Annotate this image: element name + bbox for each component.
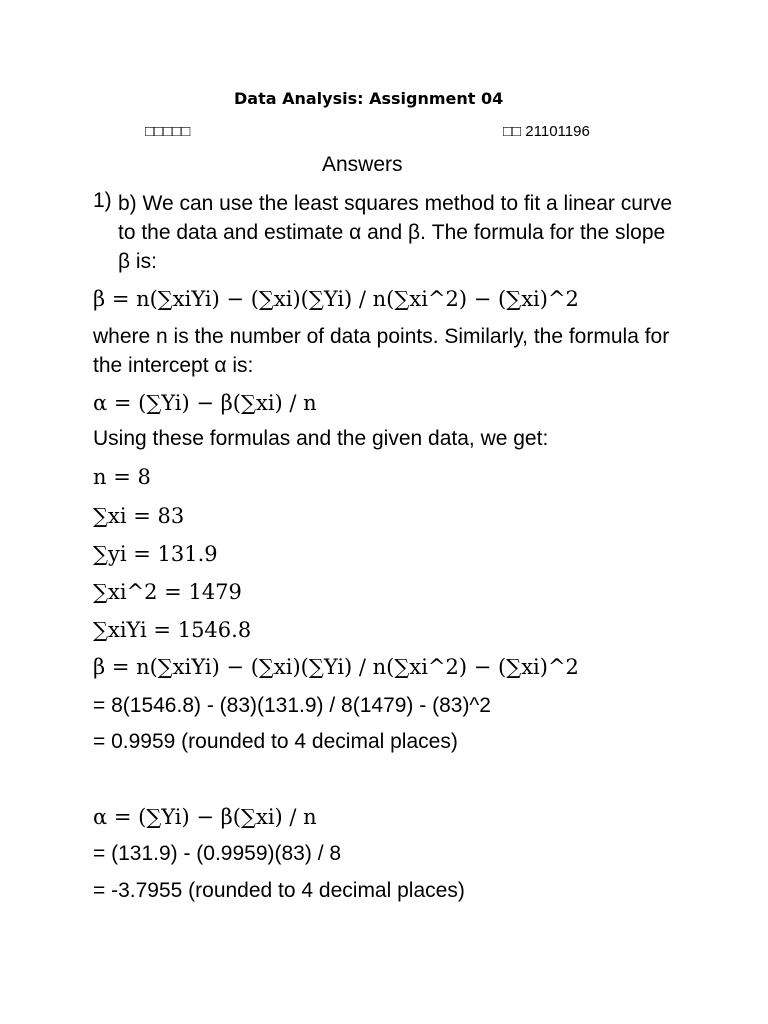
student-id: □□ 21101196 bbox=[503, 123, 590, 140]
slope-formula-repeat: β = n(∑xiYi) − (∑xi)(∑Yi) / n(∑xi^2) − (∑xi)^2 bbox=[93, 655, 579, 679]
author-name: □□□□□ bbox=[145, 123, 191, 140]
sum-x: ∑xi = 83 bbox=[93, 504, 185, 528]
question-number: 1) bbox=[93, 189, 112, 212]
n-value: n = 8 bbox=[93, 465, 151, 489]
intercept-formula-repeat: α = (∑Yi) − β(∑xi) / n bbox=[93, 805, 317, 829]
sum-y: ∑yi = 131.9 bbox=[93, 542, 218, 566]
sum-x-squared: ∑xi^2 = 1479 bbox=[93, 580, 242, 604]
slope-substituted: = 8(1546.8) - (83)(131.9) / 8(1479) - (83)^2 bbox=[93, 694, 491, 717]
slope-formula: β = n(∑xiYi) − (∑xi)(∑Yi) / n(∑xi^2) − (∑xi)^2 bbox=[93, 287, 579, 311]
intercept-substituted: = (131.9) - (0.9959)(83) / 8 bbox=[93, 842, 342, 865]
section-heading: Answers bbox=[322, 153, 403, 176]
where-paragraph: where n is the number of data points. Similarly, the formula for the intercept α is: bbox=[93, 325, 670, 377]
intercept-formula: α = (∑Yi) − β(∑xi) / n bbox=[93, 391, 317, 415]
intercept-result: = -3.7955 (rounded to 4 decimal places) bbox=[93, 879, 465, 902]
sum-xy: ∑xiYi = 1546.8 bbox=[93, 618, 252, 642]
slope-result: = 0.9959 (rounded to 4 decimal places) bbox=[93, 730, 458, 753]
question-intro: b) We can use the least squares method to fit a linear curve to the data and estimate α and β. The formula for the slope β is: bbox=[118, 192, 673, 273]
document-title: Data Analysis: Assignment 04 bbox=[234, 89, 504, 108]
using-paragraph: Using these formulas and the given data, we get: bbox=[93, 427, 549, 450]
